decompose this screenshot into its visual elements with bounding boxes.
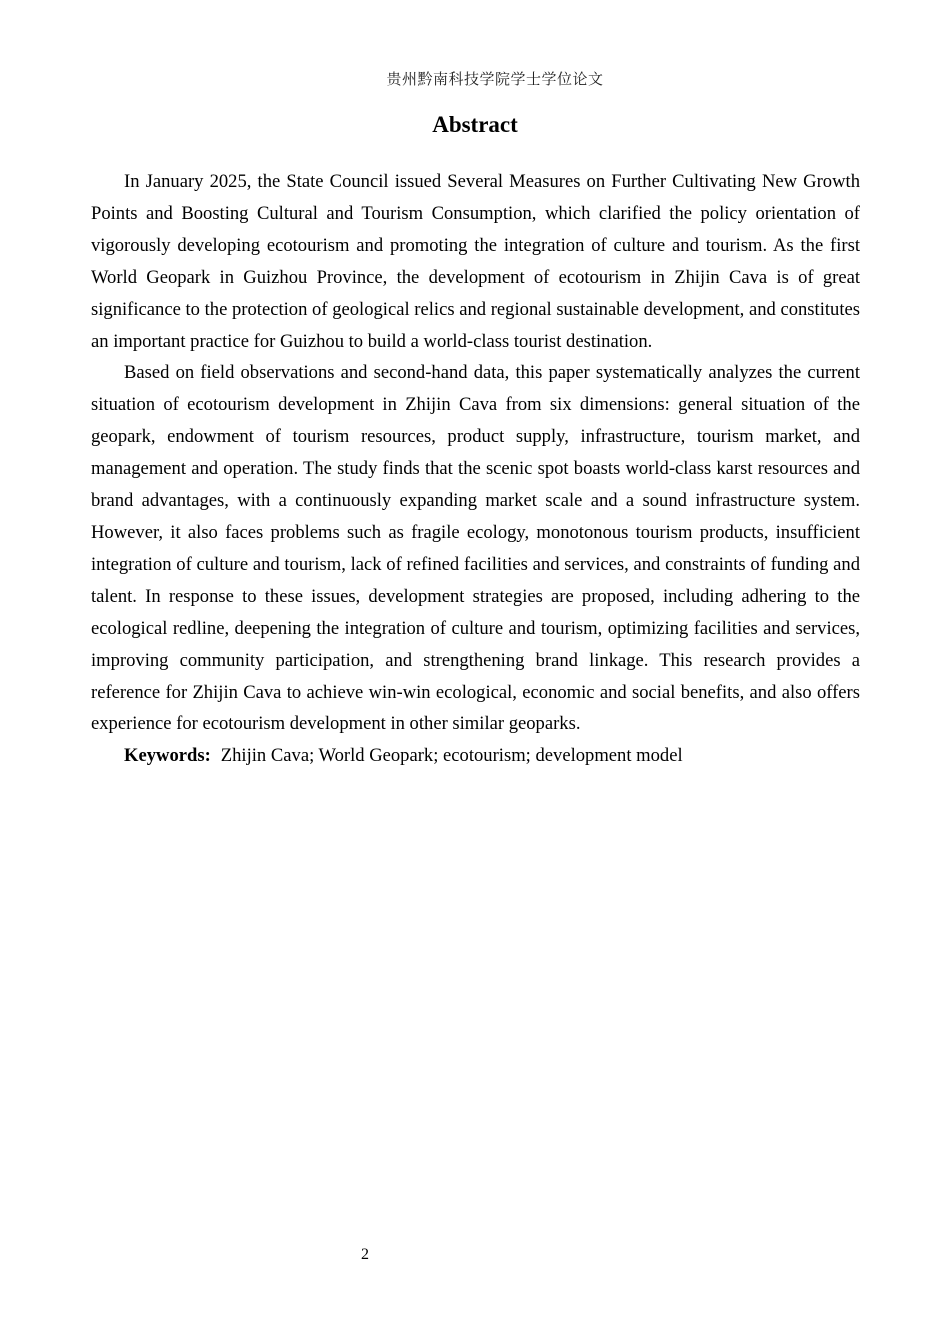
abstract-paragraph-1: In January 2025, the State Council issued Several Measures on Further Cultivating New Growth Points and Boosting Cultural and Tourism Consumption, which clarified the policy orientation of vigorously developing ecotourism and promoting the integration of culture and tourism. As the first World Geopark in Guizhou Province, the development of ecotourism in Zhijin Cava is of great significance to the protection of geological relics and regional sustainable development, and constitutes an important practice for Guizhou to build a world-class tourist destination. xyxy=(91,171,860,352)
page-number: 2 xyxy=(361,1246,369,1263)
keywords-label: Keywords: xyxy=(124,745,211,767)
keywords-text: Zhijin Cava; World Geopark; ecotourism; development model xyxy=(220,745,683,767)
abstract-title: Abstract xyxy=(432,112,518,137)
abstract-paragraph-2: Based on field observations and second-hand data, this paper systematically analyzes the current situation of ecotourism development in Zhijin Cava from six dimensions: general situation of the geopark, endowment of tourism resources, product supply, infrastructure, tourism market, and management and operation. The study finds that the scenic spot boasts world-class karst resources and brand advantages, with a continuously expanding market scale and a sound infrastructure system. However, it also faces problems such as fragile ecology, monotonous tourism products, insufficient integration of culture and tourism, lack of refined facilities and services, and constraints of funding and talent. In response to these issues, development strategies are proposed, including adhering to the ecological redline, deepening the integration of culture and tourism, optimizing facilities and services, improving community participation, and strengthening brand linkage. This research provides a reference for Zhijin Cava to achieve win-win ecological, economic and social benefits, and also offers experience for ecotourism development in other similar geoparks. xyxy=(91,362,860,735)
abstract-body xyxy=(91,166,860,772)
keywords-line xyxy=(91,740,860,772)
running-header: 贵州黔南科技学院学士学位论文 xyxy=(386,70,604,88)
